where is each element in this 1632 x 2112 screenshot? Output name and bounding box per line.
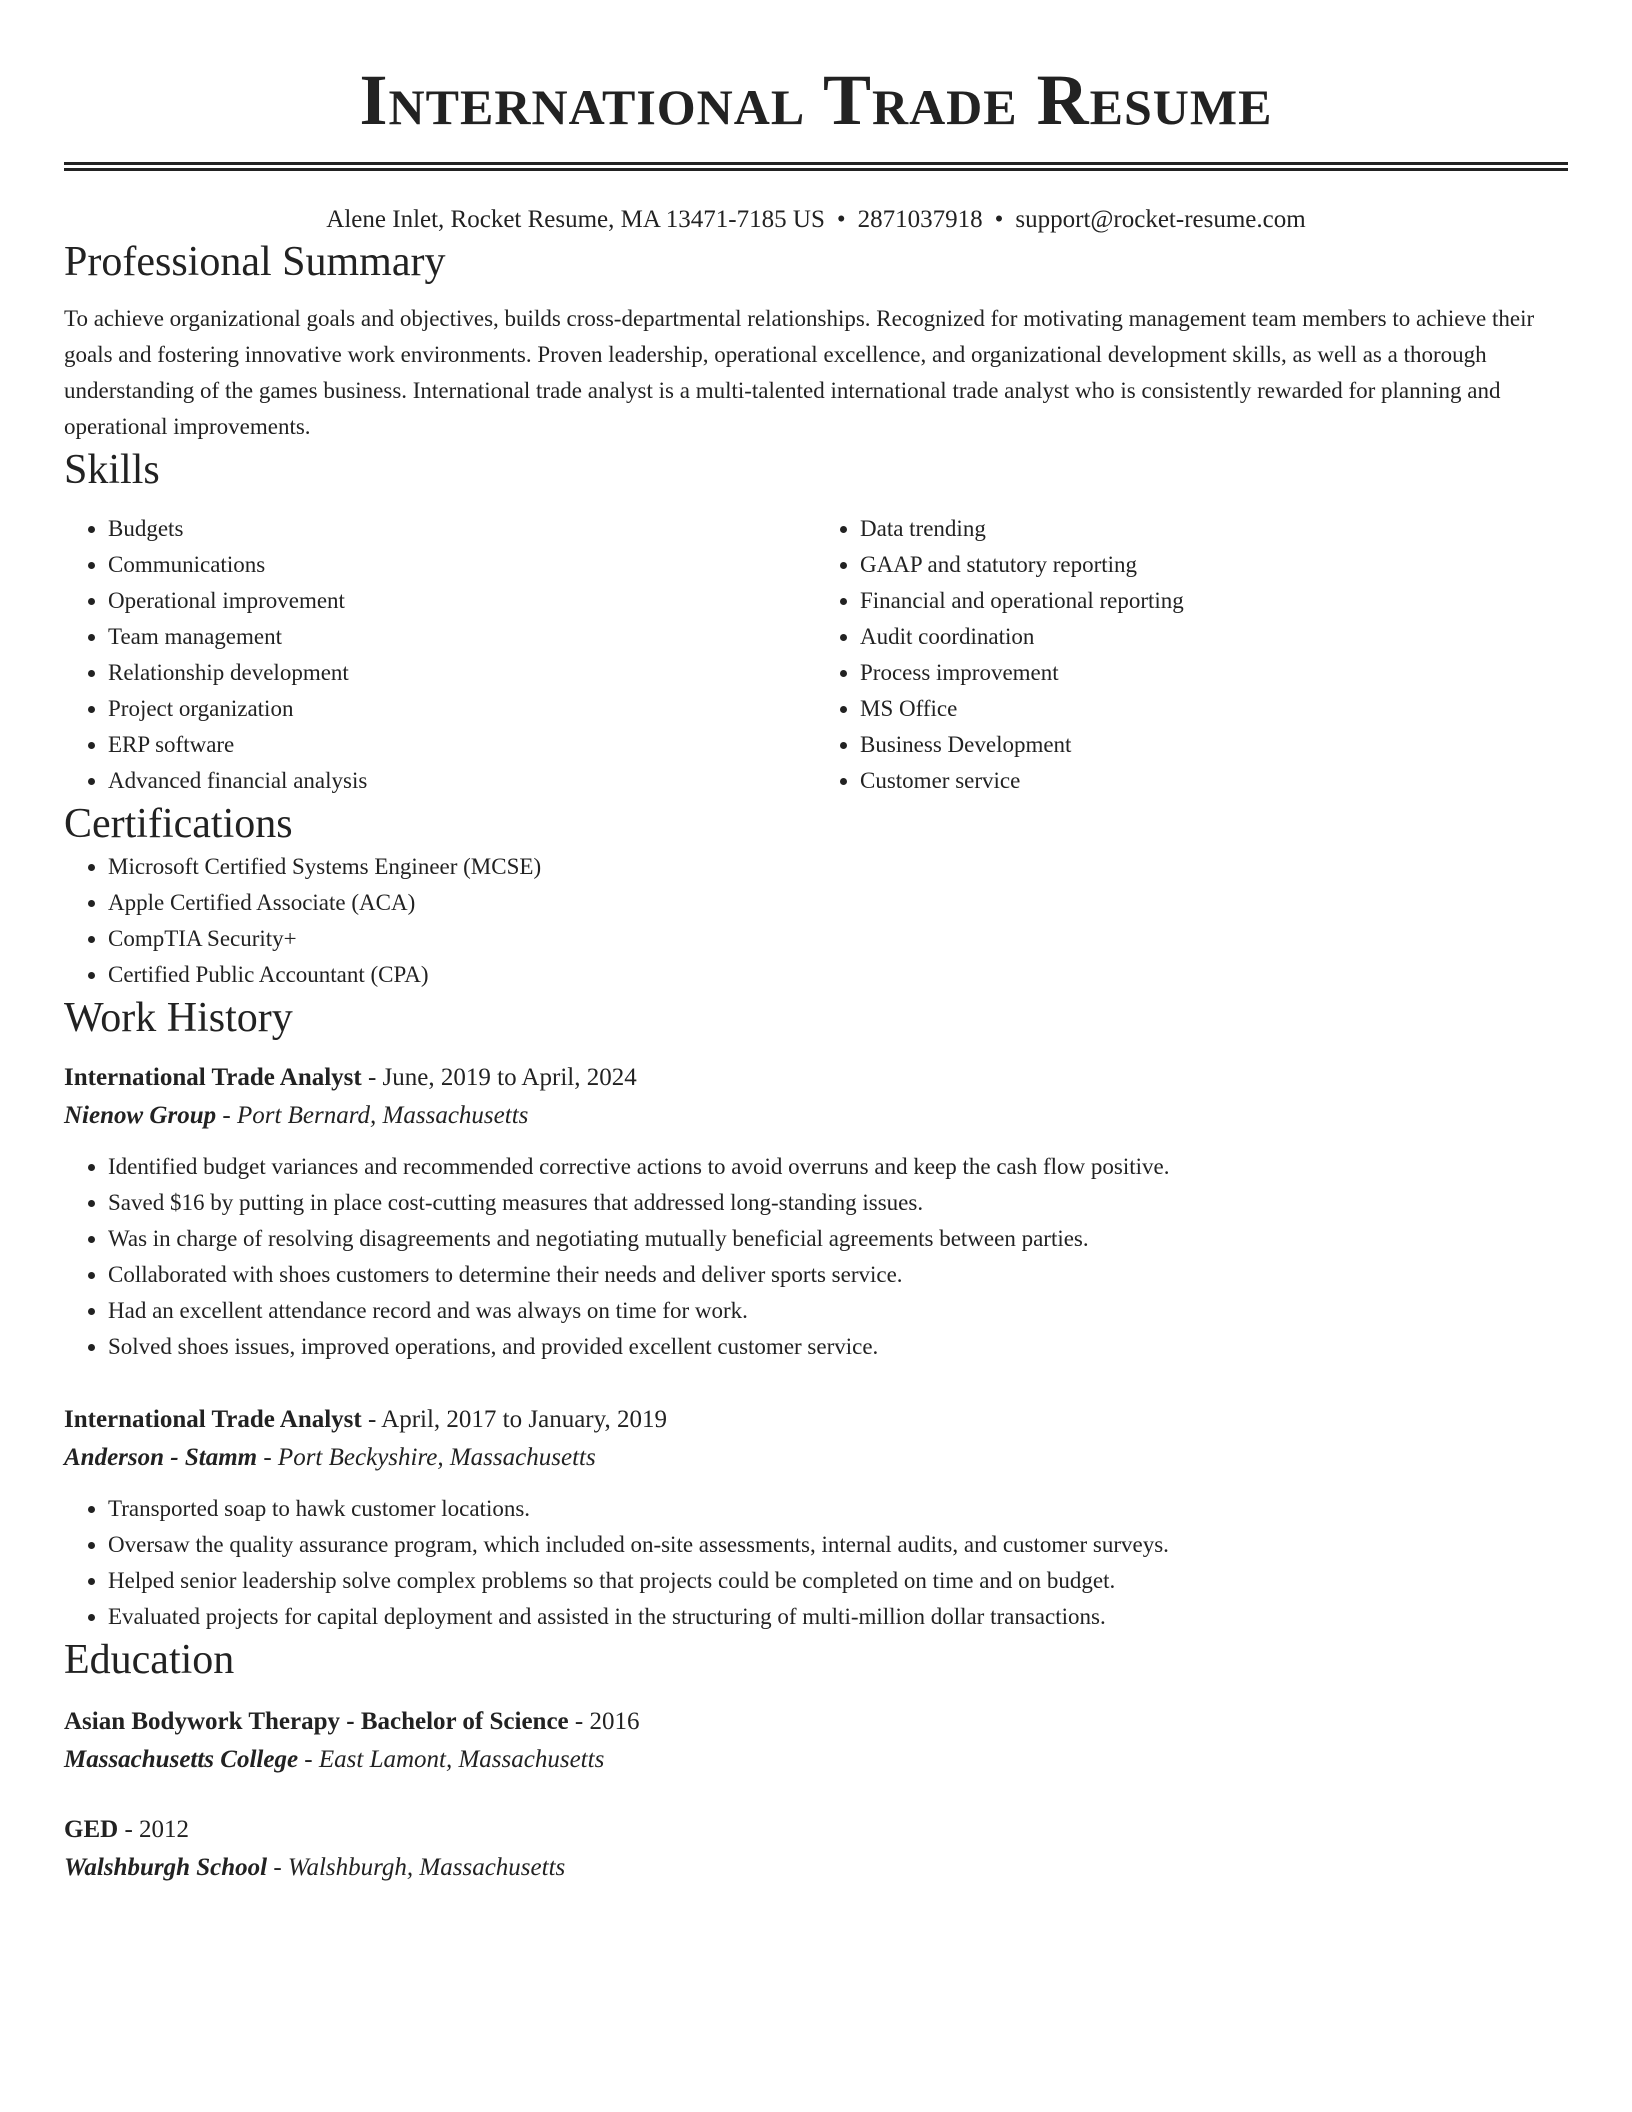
graduation-year: - 2016	[568, 1708, 640, 1735]
contact-separator: •	[836, 206, 846, 233]
work-history-heading: Work History	[64, 995, 293, 1041]
degree: Asian Bodywork Therapy - Bachelor of Science	[64, 1708, 569, 1735]
skill-item: • Audit coordination	[860, 619, 1568, 655]
graduation-year: - 2012	[118, 1816, 190, 1843]
degree-line	[64, 1811, 1568, 1849]
job-title: International Trade Analyst	[64, 1064, 362, 1091]
job-bullet: • Transported soap to hawk customer locations.	[108, 1491, 1568, 1527]
summary-text: To achieve organizational goals and objectives, builds cross-departmental relationships. Recognized for motivating management team members to achieve their goals and fostering innovative work environments. Proven leadership, operational excellence, and organizational development skills, as well as a thorough understanding of the games business. International trade analyst is a multi-talented international trade analyst who is consistently rewarded for planning and operational improvements.	[64, 306, 1535, 439]
skills-list-left	[64, 511, 816, 799]
skill-item: • Communications	[108, 547, 816, 583]
job-bullet: • Solved shoes issues, improved operations, and provided excellent customer service.	[108, 1329, 1568, 1365]
education-entry	[64, 1703, 1568, 1779]
contact-phone: 2871037918	[857, 206, 983, 233]
skill-item: • Budgets	[108, 511, 816, 547]
degree: GED	[64, 1816, 119, 1843]
job-bullet: • Helped senior leadership solve complex problems so that projects could be completed on time and on budget.	[108, 1563, 1568, 1599]
job-bullet: • Oversaw the quality assurance program, which included on-site assessments, internal audits, and customer surveys.	[108, 1527, 1568, 1563]
job-bullet: • Identified budget variances and recommended corrective actions to avoid overruns and keep the cash flow positive.	[108, 1149, 1568, 1185]
job-company: Anderson - Stamm	[64, 1444, 258, 1471]
skill-item: • Project organization	[108, 691, 816, 727]
job-dates: - April, 2017 to January, 2019	[361, 1406, 668, 1433]
certification-item: • Microsoft Certified Systems Engineer (MCSE)	[108, 849, 1568, 885]
school-name: Massachusetts College	[64, 1746, 299, 1773]
job-company-line	[64, 1097, 1568, 1135]
job-company: Nienow Group	[64, 1102, 217, 1129]
job-title: International Trade Analyst	[64, 1406, 362, 1433]
certification-item: • CompTIA Security+	[108, 921, 1568, 957]
contact-address: Alene Inlet, Rocket Resume, MA 13471-7185 US	[326, 206, 825, 233]
certifications-list	[64, 849, 1568, 993]
skills-list-right	[816, 511, 1568, 799]
school-location: - East Lamont, Massachusetts	[298, 1746, 605, 1773]
skill-item: • Financial and operational reporting	[860, 583, 1568, 619]
skill-item: • ERP software	[108, 727, 816, 763]
skill-item: • Team management	[108, 619, 816, 655]
skills-columns	[64, 511, 1568, 799]
skill-item: • Data trending	[860, 511, 1568, 547]
skill-item: • GAAP and statutory reporting	[860, 547, 1568, 583]
skill-item: • Customer service	[860, 763, 1568, 799]
certification-item: • Certified Public Accountant (CPA)	[108, 957, 1568, 993]
skill-item: • Advanced financial analysis	[108, 763, 816, 799]
job-dates: - June, 2019 to April, 2024	[361, 1064, 637, 1091]
job-bullet: • Had an excellent attendance record and was always on time for work.	[108, 1293, 1568, 1329]
school-location: - Walshburgh, Massachusetts	[267, 1854, 566, 1881]
job-location: - Port Beckyshire, Massachusetts	[257, 1444, 596, 1471]
skill-item: • Relationship development	[108, 655, 816, 691]
certification-item: • Apple Certified Associate (ACA)	[108, 885, 1568, 921]
education-heading: Education	[64, 1637, 235, 1683]
degree-line	[64, 1703, 1568, 1741]
school-line	[64, 1849, 1568, 1887]
contact-line	[64, 203, 1568, 237]
skill-item: • Business Development	[860, 727, 1568, 763]
job-bullet: • Was in charge of resolving disagreements and negotiating mutually beneficial agreements between parties.	[108, 1221, 1568, 1257]
education-entry	[64, 1811, 1568, 1887]
skill-item: • MS Office	[860, 691, 1568, 727]
job-bullet: • Evaluated projects for capital deployment and assisted in the structuring of multi-million dollar transactions.	[108, 1599, 1568, 1635]
job-bullet: • Saved $16 by putting in place cost-cutting measures that addressed long-standing issues.	[108, 1185, 1568, 1221]
contact-email: support@rocket-resume.com	[1015, 206, 1306, 233]
job-bullet: • Collaborated with shoes customers to determine their needs and deliver sports service.	[108, 1257, 1568, 1293]
title-divider	[64, 162, 1568, 171]
job-entry	[64, 1401, 1568, 1635]
job-company-line	[64, 1439, 1568, 1477]
resume-title: International Trade Resume	[359, 60, 1273, 140]
school-line	[64, 1741, 1568, 1779]
certifications-heading: Certifications	[64, 801, 293, 847]
job-entry	[64, 1059, 1568, 1365]
job-location: - Port Bernard, Massachusetts	[216, 1102, 529, 1129]
skills-heading: Skills	[64, 447, 160, 493]
job-bullets	[64, 1491, 1568, 1635]
skill-item: • Operational improvement	[108, 583, 816, 619]
skill-item: • Process improvement	[860, 655, 1568, 691]
job-title-line	[64, 1401, 1568, 1439]
job-bullets	[64, 1149, 1568, 1365]
summary-heading: Professional Summary	[64, 239, 446, 285]
job-title-line	[64, 1059, 1568, 1097]
contact-separator: •	[994, 206, 1004, 233]
school-name: Walshburgh School	[64, 1854, 268, 1881]
